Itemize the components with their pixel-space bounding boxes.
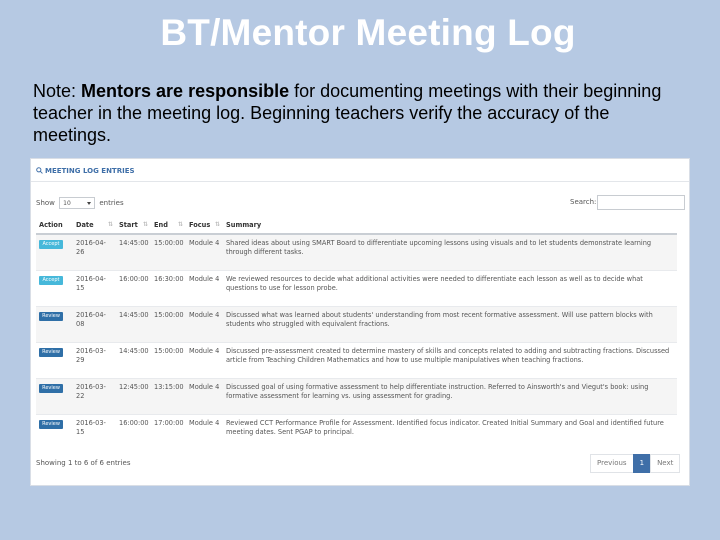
summary-cell: Discussed what was learned about students' understanding from most recent formative assessment. Will use pattern blocks with students who struggled with equivalent fractions. bbox=[223, 307, 677, 343]
column-header-label: Summary bbox=[226, 221, 262, 229]
sort-icon: ⇅ bbox=[142, 221, 148, 228]
search-icon bbox=[36, 167, 43, 174]
column-header-start[interactable] bbox=[116, 217, 151, 234]
accept-button[interactable]: Accept bbox=[39, 240, 63, 249]
date-cell: 2016-03-29 bbox=[73, 343, 116, 379]
review-button[interactable]: Review bbox=[39, 348, 63, 357]
table-row bbox=[36, 234, 677, 271]
search-label: Search: bbox=[570, 198, 597, 206]
end-cell: 13:15:00 bbox=[151, 379, 186, 415]
column-header-action[interactable] bbox=[36, 217, 73, 234]
meeting-log-panel bbox=[30, 158, 690, 486]
review-button[interactable]: Review bbox=[39, 420, 63, 429]
start-cell: 14:45:00 bbox=[116, 343, 151, 379]
entries-per-page-select[interactable] bbox=[59, 197, 95, 209]
column-header-summary[interactable] bbox=[223, 217, 677, 234]
summary-cell: Reviewed CCT Performance Profile for Assessment. Identified focus indicator. Created Initial Summary and Goal and identified future meeting dates. Sent PGAP to principal. bbox=[223, 415, 677, 451]
show-label: Show bbox=[36, 199, 55, 207]
column-header-label: Focus bbox=[189, 221, 211, 229]
end-cell: 15:00:00 bbox=[151, 307, 186, 343]
table-header-row bbox=[36, 217, 677, 234]
entries-label: entries bbox=[99, 199, 124, 207]
entries-per-page-value: 10 bbox=[63, 200, 71, 207]
start-cell: 16:00:00 bbox=[116, 271, 151, 307]
date-cell: 2016-04-15 bbox=[73, 271, 116, 307]
summary-cell: Discussed pre-assessment created to determine mastery of skills and concepts related to adding and subtracting fractions. Discussed article from Teaching Children Mathematics and how to use multiple manipulatives when teaching fractions. bbox=[223, 343, 677, 379]
start-cell: 14:45:00 bbox=[116, 307, 151, 343]
table-row bbox=[36, 415, 677, 451]
table-row bbox=[36, 271, 677, 307]
note-prefix: Note: bbox=[33, 81, 82, 101]
column-header-label: Action bbox=[39, 221, 63, 229]
review-button[interactable]: Review bbox=[39, 312, 63, 321]
table-row bbox=[36, 343, 677, 379]
end-cell: 16:30:00 bbox=[151, 271, 186, 307]
sort-icon: ⇅ bbox=[214, 221, 220, 228]
panel-heading bbox=[36, 167, 135, 175]
next-page-button[interactable]: Next bbox=[650, 454, 680, 473]
heading-divider bbox=[31, 181, 689, 182]
summary-cell: We reviewed resources to decide what additional activities were needed to differentiate each lesson as well as to decide what questions to use for lesson probe. bbox=[223, 271, 677, 307]
date-cell: 2016-03-15 bbox=[73, 415, 116, 451]
chevron-down-icon bbox=[87, 202, 91, 205]
summary-cell: Discussed goal of using formative assessment to help differentiate instruction. Referred to Ainsworth's and Viegut's book: using formative assessment for learning vs. using assessment for grading. bbox=[223, 379, 677, 415]
sort-icon: ⇅ bbox=[177, 221, 183, 228]
note-rest: for documenting meetings with their beginning teacher in the meeting log. Beginning teachers verify the accuracy of the meetings. bbox=[33, 81, 662, 145]
accept-button[interactable]: Accept bbox=[39, 276, 63, 285]
start-cell: 12:45:00 bbox=[116, 379, 151, 415]
panel-heading-label: MEETING LOG ENTRIES bbox=[45, 167, 135, 175]
slide-title: BT/Mentor Meeting Log bbox=[160, 12, 576, 53]
column-header-label: Start bbox=[119, 221, 138, 229]
review-button[interactable]: Review bbox=[39, 384, 63, 393]
pagination bbox=[591, 454, 680, 471]
page-button-1[interactable]: 1 bbox=[633, 454, 651, 473]
focus-cell: Module 4 bbox=[186, 379, 223, 415]
column-header-focus[interactable] bbox=[186, 217, 223, 234]
focus-cell: Module 4 bbox=[186, 234, 223, 271]
column-header-label: Date bbox=[76, 221, 94, 229]
focus-cell: Module 4 bbox=[186, 343, 223, 379]
table-info: Showing 1 to 6 of 6 entries bbox=[36, 459, 131, 467]
focus-cell: Module 4 bbox=[186, 271, 223, 307]
date-cell: 2016-03-22 bbox=[73, 379, 116, 415]
note-bold: Mentors are responsible bbox=[81, 81, 290, 101]
start-cell: 16:00:00 bbox=[116, 415, 151, 451]
end-cell: 17:00:00 bbox=[151, 415, 186, 451]
start-cell: 14:45:00 bbox=[116, 234, 151, 271]
summary-cell: Shared ideas about using SMART Board to differentiate upcoming lessons using visuals and to let students demonstrate learning through different tasks. bbox=[223, 234, 677, 271]
sort-icon: ⇅ bbox=[107, 221, 113, 228]
previous-page-button[interactable]: Previous bbox=[590, 454, 634, 473]
column-header-end[interactable] bbox=[151, 217, 186, 234]
show-entries-control bbox=[36, 197, 124, 209]
focus-cell: Module 4 bbox=[186, 307, 223, 343]
note-text bbox=[33, 80, 683, 146]
focus-cell: Module 4 bbox=[186, 415, 223, 451]
date-cell: 2016-04-08 bbox=[73, 307, 116, 343]
column-header-date[interactable] bbox=[73, 217, 116, 234]
search-input[interactable] bbox=[597, 195, 685, 210]
end-cell: 15:00:00 bbox=[151, 343, 186, 379]
end-cell: 15:00:00 bbox=[151, 234, 186, 271]
date-cell: 2016-04-26 bbox=[73, 234, 116, 271]
column-header-label: End bbox=[154, 221, 168, 229]
table-row bbox=[36, 307, 677, 343]
meeting-log-table bbox=[36, 217, 677, 450]
table-row bbox=[36, 379, 677, 415]
